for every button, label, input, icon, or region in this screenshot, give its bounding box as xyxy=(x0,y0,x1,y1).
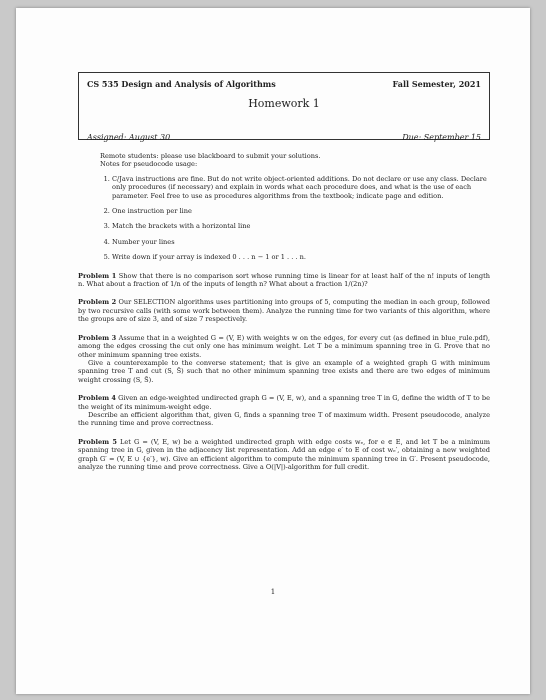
problem-text: Our SELECTION algorithms uses partitioning into groups of 5, computing the median in each group, followed by two recursive calls (with some work between them). Analyze the running time for two variants of this algorithm, where the groups are of size 3, and of size 7 respectively. xyxy=(78,298,490,324)
note-remote: Remote students: please use blackboard to submit your solutions. xyxy=(100,152,321,160)
course-title: CS 535 Design and Analysis of Algorithms xyxy=(87,79,276,89)
instruction-list xyxy=(100,175,490,262)
instruction-item: 5. Write down if your array is indexed 0 . . . n − 1 or 1 . . . n. xyxy=(112,253,490,261)
instruction-item: 4. Number your lines xyxy=(112,238,490,246)
due-date: Due: September 15 xyxy=(402,133,481,142)
problem-2 xyxy=(78,298,490,323)
problem-text: Let G = (V, E, w) be a weighted undirected graph with edge costs wₑ, for e ∈ E, and let T be a minimum spanning tree in G, given in the adjacency list representation. Add an edge e′ to E of cost wₑ′, obtaining a new weighted graph G′ = (V, E ∪ {e′}, w). Give an efficient algorithm to compute the minimum spanning tree in G′. Present pseudocode, analyze the running time and prove correctness. Give a O(|V|)-algorithm for full credit. xyxy=(78,437,490,471)
page-number: 1 xyxy=(270,588,276,596)
instruction-item: 1. C/Java instructions are fine. But do not write object-oriented additions. Do not declare or use any class. Declare only procedures (if necessary) and explain in words what each procedure does, and what is the use of each parameter. Feel free to use as procedures algorithms from the textbook; indicate page and edition. xyxy=(112,175,490,200)
homework-title: Homework 1 xyxy=(248,97,320,110)
problem-1 xyxy=(78,272,490,289)
problem-3 xyxy=(78,334,490,384)
problem-label: Problem 2 xyxy=(78,298,117,307)
problem-5 xyxy=(78,438,490,472)
note-pseudocode: Notes for pseudocode usage: xyxy=(100,160,198,169)
document-body xyxy=(78,152,490,471)
problem-label: Problem 5 xyxy=(78,437,117,446)
problem-label: Problem 3 xyxy=(78,333,117,342)
header-box xyxy=(78,72,490,140)
problem-text: Assume that in a weighted G = (V, E) with weights w on the edges, for every cut (as defined in blue_rule.pdf), among the edges crossing the cut only one has minimum weight. Let T be a minimum spanning tree in G. Prove that no other minimum spanning tree exists. xyxy=(78,333,490,359)
instruction-item: 2. One instruction per line xyxy=(112,207,490,215)
instruction-item: 3. Match the brackets with a horizontal line xyxy=(112,222,490,230)
document-page xyxy=(16,8,530,694)
problem-text: Show that there is no comparison sort whose running time is linear for at least half of the n! inputs of length n. What about a fraction of 1/n of the inputs of length n? What about a fraction 1/(2n)? xyxy=(78,271,490,289)
problem-text: Give a counterexample to the converse statement; that is give an example of a weighted graph G with minimum spanning tree T and cut (S, S̄) such that no other minimum spanning tree exists and there are two edges of minimum weight crossing (S, S̄). xyxy=(78,358,490,384)
problem-text: Describe an efficient algorithm that, given G, finds a spanning tree T of maximum width. Present pseudocode, analyze the running time and prove correctness. xyxy=(78,410,490,428)
problem-text: Given an edge-weighted undirected graph G = (V, E, w), and a spanning tree T in G, define the width of T to be the weight of its minimum-weight edge. xyxy=(78,394,490,411)
problem-label: Problem 4 xyxy=(78,394,117,403)
problem-label: Problem 1 xyxy=(78,271,117,280)
problem-4 xyxy=(78,394,490,428)
notes xyxy=(100,152,490,169)
assigned-date: Assigned: August 30 xyxy=(87,133,171,142)
semester: Fall Semester, 2021 xyxy=(392,79,481,89)
